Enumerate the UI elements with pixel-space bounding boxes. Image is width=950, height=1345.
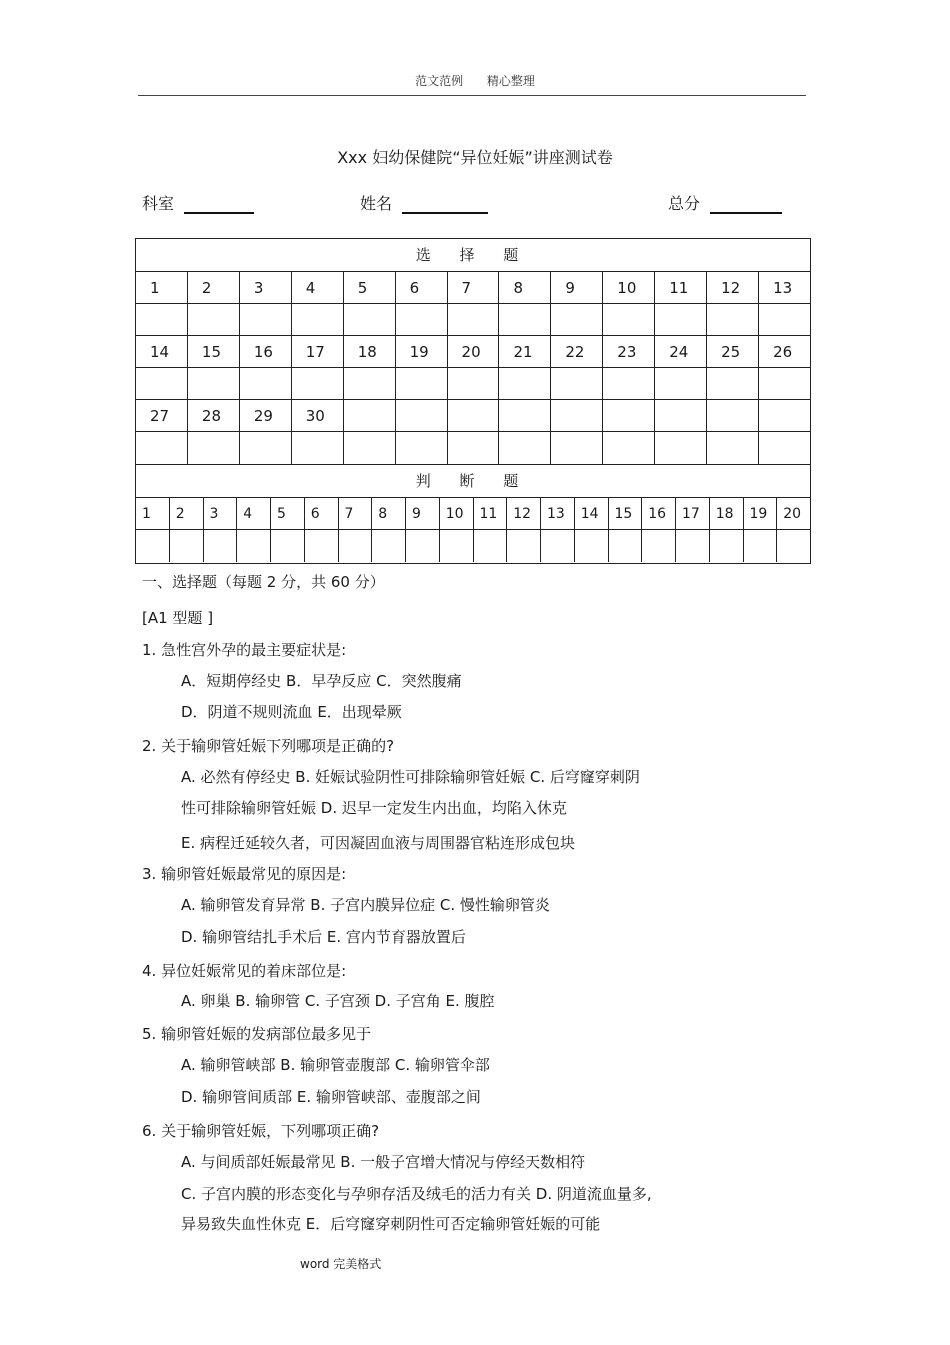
score-label: 总分	[668, 194, 701, 213]
choice-answer-row	[136, 304, 810, 336]
answer-cell[interactable]	[305, 530, 339, 562]
answer-cell[interactable]	[448, 304, 500, 335]
answer-cell[interactable]	[188, 304, 240, 335]
answer-cell[interactable]	[136, 304, 188, 335]
choice-number-cell: 30	[292, 400, 344, 431]
answer-cell[interactable]	[551, 368, 603, 399]
choice-number-cell: 25	[707, 336, 759, 367]
answer-cell[interactable]	[655, 304, 707, 335]
answer-cell[interactable]	[744, 530, 778, 562]
answer-cell[interactable]	[372, 530, 406, 562]
question-stem: 4. 异位妊娠常见的着床部位是:	[142, 962, 347, 980]
answer-cell[interactable]	[240, 432, 292, 464]
answer-options-line: A. 输卵管发育异常 B. 子宫内膜异位症 C. 慢性输卵管炎	[181, 896, 550, 914]
answer-cell[interactable]	[710, 530, 744, 562]
answer-cell[interactable]	[609, 530, 643, 562]
answer-cell[interactable]	[603, 304, 655, 335]
dept-field	[142, 191, 254, 214]
tf-answer-grid	[135, 465, 811, 564]
answer-options-line: A. 与间质部妊娠最常见 B. 一般子宫增大情况与停经天数相符	[181, 1153, 586, 1171]
answer-cell[interactable]	[237, 530, 271, 562]
header-divider	[138, 95, 806, 96]
answer-options-line: A．短期停经史 B．早孕反应 C．突然腹痛	[181, 672, 462, 690]
choice-number-cell: 26	[773, 343, 793, 361]
choice-number-cell: 23	[603, 336, 655, 367]
tf-number-cell: 14	[575, 498, 609, 529]
choice-number-cell: 7	[448, 272, 500, 303]
dept-blank[interactable]	[184, 196, 254, 214]
answer-cell[interactable]	[240, 304, 292, 335]
answer-cell[interactable]	[240, 368, 292, 399]
header-left-text: 范文范例	[415, 74, 464, 88]
answer-cell[interactable]	[448, 368, 500, 399]
answer-options-line: 性可排除输卵管妊娠 D. 迟早一定发生内出血，均陷入休克	[181, 799, 567, 817]
choice-number-cell: 22	[551, 336, 603, 367]
choice-number-cell: 10	[603, 272, 655, 303]
answer-options-line: D. 输卵管结扎手术后 E. 宫内节育器放置后	[181, 928, 466, 946]
tf-number-cell: 11	[474, 498, 508, 529]
choice-number-cell	[499, 400, 551, 431]
answer-cell[interactable]	[777, 530, 810, 562]
answer-cell[interactable]	[396, 432, 448, 464]
choice-number-cell: 16	[240, 336, 292, 367]
choice-number-cell: 4	[292, 272, 344, 303]
tf-number-cell: 12	[507, 498, 541, 529]
answer-cell[interactable]	[603, 368, 655, 399]
tf-number-cell: 2	[170, 498, 204, 529]
choice-number-cell	[655, 400, 707, 431]
answer-cell[interactable]	[707, 432, 759, 464]
choice-number-cell: 20	[448, 336, 500, 367]
tf-grid-heading: 判 断 题	[136, 465, 810, 498]
answer-cell[interactable]	[344, 432, 396, 464]
choice-number-cell	[448, 400, 500, 431]
tf-number-cell: 7	[339, 498, 373, 529]
choice-number-cell: 6	[396, 272, 448, 303]
answer-cell[interactable]	[655, 432, 707, 464]
answer-options-line: A. 输卵管峡部 B. 输卵管壶腹部 C. 输卵管伞部	[181, 1056, 490, 1074]
answer-cell[interactable]	[136, 530, 170, 562]
answer-options-line: A. 必然有停经史 B. 妊娠试验阴性可排除输卵管妊娠 C. 后穹窿穿刺阴	[181, 768, 640, 786]
choice-number-cell: 2	[188, 272, 240, 303]
choice-number-cell: 12	[707, 272, 759, 303]
section-heading: 一、选择题（每题 2 分，共 60 分）	[142, 573, 385, 591]
choice-number-cell	[707, 400, 759, 431]
question-stem: 3. 输卵管妊娠最常见的原因是:	[142, 865, 347, 883]
answer-cell[interactable]	[170, 530, 204, 562]
answer-options-line: A. 卵巢 B. 输卵管 C. 子宫颈 D. 子宫角 E. 腹腔	[181, 992, 495, 1010]
answer-cell[interactable]	[396, 368, 448, 399]
dept-label: 科室	[142, 194, 175, 213]
answer-cell[interactable]	[707, 304, 759, 335]
tf-number-cell: 4	[237, 498, 271, 529]
question-type: [A1 型题 ]	[142, 609, 214, 627]
answer-cell[interactable]	[642, 530, 676, 562]
answer-options-line: 异易致失血性休克 E．后穹窿穿刺阴性可否定输卵管妊娠的可能	[181, 1215, 601, 1233]
choice-number-cell	[551, 400, 603, 431]
answer-cell[interactable]	[204, 530, 238, 562]
choice-grid-heading: 选 择 题	[136, 239, 810, 272]
tf-number-cell: 16	[642, 498, 676, 529]
answer-options-line: D．阴道不规则流血 E．出现晕厥	[181, 703, 402, 721]
answer-cell[interactable]	[344, 368, 396, 399]
choice-number-cell: 27	[136, 400, 188, 431]
answer-cell[interactable]	[292, 432, 344, 464]
choice-number-cell: 29	[240, 400, 292, 431]
score-field	[668, 191, 782, 214]
answer-options-line: D. 输卵管间质部 E. 输卵管峡部、壶腹部之间	[181, 1088, 481, 1106]
answer-cell[interactable]	[759, 432, 810, 464]
page-footer: word 完美格式	[300, 1257, 382, 1271]
choice-number-cell: 28	[188, 400, 240, 431]
name-field	[360, 191, 488, 214]
choice-number-cell: 1	[136, 272, 188, 303]
answer-cell[interactable]	[406, 530, 440, 562]
answer-options-line: E. 病程迁延较久者，可因凝固血液与周围器官粘连形成包块	[181, 834, 576, 852]
choice-number-row	[136, 272, 810, 304]
answer-cell[interactable]	[655, 368, 707, 399]
answer-cell[interactable]	[339, 530, 373, 562]
answer-cell[interactable]	[499, 368, 551, 399]
question-stem: 1. 急性宫外孕的最主要症状是:	[142, 641, 347, 659]
choice-number-cell: 17	[292, 336, 344, 367]
answer-cell[interactable]	[541, 530, 575, 562]
tf-number-cell: 3	[204, 498, 238, 529]
name-blank[interactable]	[402, 196, 488, 214]
answer-cell[interactable]	[448, 432, 500, 464]
answer-cell[interactable]	[396, 304, 448, 335]
choice-number-cell: 24	[655, 336, 707, 367]
choice-number-cell	[396, 400, 448, 431]
tf-number-cell: 9	[406, 498, 440, 529]
choice-number-cell: 3	[240, 272, 292, 303]
answer-cell[interactable]	[575, 530, 609, 562]
answer-cell[interactable]	[136, 368, 188, 399]
answer-cell[interactable]	[271, 530, 305, 562]
choice-number-cell: 9	[551, 272, 603, 303]
tf-number-cell: 19	[744, 498, 778, 529]
answer-cell[interactable]	[474, 530, 508, 562]
tf-number-cell: 8	[372, 498, 406, 529]
tf-answer-row	[136, 530, 810, 562]
choice-number-cell: 13	[773, 279, 793, 297]
choice-number-cell: 5	[344, 272, 396, 303]
tf-number-cell: 18	[710, 498, 744, 529]
choice-number-cell: 11	[655, 272, 707, 303]
answer-cell[interactable]	[759, 304, 810, 335]
page-header	[0, 72, 950, 89]
choice-number-cell	[344, 400, 396, 431]
question-stem: 5. 输卵管妊娠的发病部位最多见于	[142, 1025, 372, 1043]
answer-cell[interactable]	[292, 304, 344, 335]
answer-cell[interactable]	[136, 432, 188, 464]
answer-cell[interactable]	[551, 304, 603, 335]
question-stem: 2. 关于输卵管妊娠下列哪项是正确的?	[142, 737, 395, 755]
choice-answer-row	[136, 432, 810, 464]
tf-number-cell: 1	[136, 498, 170, 529]
choice-number-row	[136, 400, 810, 432]
score-blank[interactable]	[710, 196, 782, 214]
choice-number-cell: 21	[499, 336, 551, 367]
choice-answer-grid	[135, 238, 811, 465]
answer-cell[interactable]	[440, 530, 474, 562]
choice-number-cell: 15	[188, 336, 240, 367]
choice-number-cell: 18	[344, 336, 396, 367]
tf-number-cell: 17	[676, 498, 710, 529]
tf-number-cell: 15	[609, 498, 643, 529]
page-title: Xxx 妇幼保健院“异位妊娠”讲座测试卷	[337, 148, 613, 167]
answer-cell[interactable]	[759, 368, 810, 399]
tf-number-cell: 5	[271, 498, 305, 529]
answer-cell[interactable]	[188, 432, 240, 464]
choice-number-cell: 19	[396, 336, 448, 367]
answer-cell[interactable]	[707, 368, 759, 399]
tf-number-cell: 6	[305, 498, 339, 529]
tf-number-cell: 13	[541, 498, 575, 529]
choice-answer-row	[136, 368, 810, 400]
choice-number-cell	[759, 400, 810, 431]
answer-cell[interactable]	[603, 432, 655, 464]
answer-cell[interactable]	[676, 530, 710, 562]
answer-cell[interactable]	[507, 530, 541, 562]
choice-number-row	[136, 336, 810, 368]
answer-options-line: C. 子宫内膜的形态变化与孕卵存活及绒毛的活力有关 D. 阴道流血量多,	[181, 1185, 652, 1203]
choice-number-cell: 14	[136, 336, 188, 367]
tf-number-cell: 10	[440, 498, 474, 529]
answer-cell[interactable]	[292, 368, 344, 399]
tf-number-row	[136, 498, 810, 530]
question-stem: 6. 关于输卵管妊娠，下列哪项正确?	[142, 1122, 380, 1140]
choice-number-cell: 8	[499, 272, 551, 303]
name-label: 姓名	[360, 194, 393, 213]
choice-number-cell	[603, 400, 655, 431]
answer-cell[interactable]	[499, 304, 551, 335]
tf-number-cell: 20	[783, 506, 802, 522]
answer-cell[interactable]	[551, 432, 603, 464]
header-right-text: 精心整理	[486, 74, 535, 88]
answer-cell[interactable]	[344, 304, 396, 335]
answer-cell[interactable]	[499, 432, 551, 464]
answer-cell[interactable]	[188, 368, 240, 399]
